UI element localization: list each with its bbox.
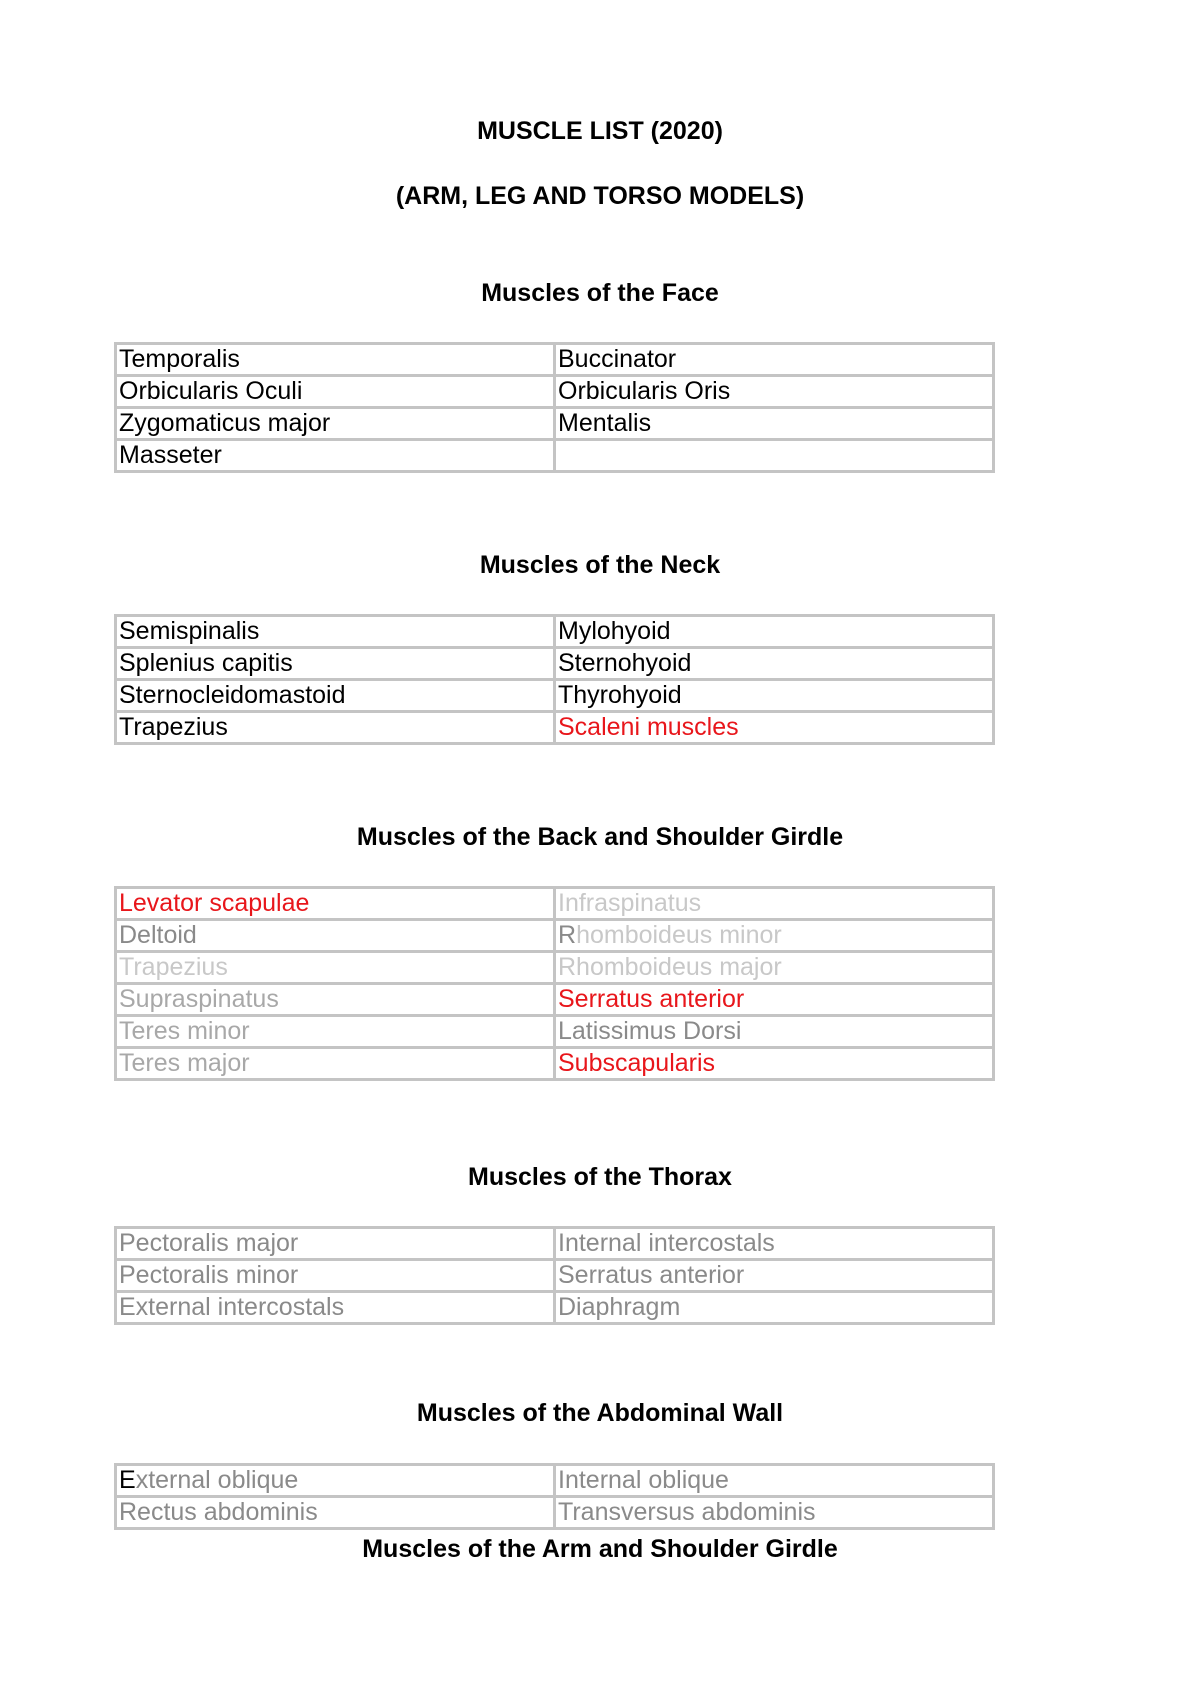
muscle-name: Internal oblique xyxy=(558,1466,729,1494)
muscle-cell xyxy=(555,920,994,952)
muscle-name: Trapezius xyxy=(119,953,228,981)
section-heading-abdominal-wall: Muscles of the Abdominal Wall xyxy=(416,1399,784,1427)
muscle-name: Trapezius xyxy=(119,713,228,741)
table-row xyxy=(116,712,994,744)
muscle-name: Orbicularis Oculi xyxy=(119,377,303,405)
muscle-cell xyxy=(116,344,555,376)
muscle-name: Subscapularis xyxy=(558,1049,716,1077)
table-row xyxy=(116,1260,994,1292)
table-row xyxy=(116,408,994,440)
muscle-name: External intercostals xyxy=(119,1293,345,1321)
muscle-table-abdominal-wall xyxy=(114,1463,995,1530)
muscle-cell xyxy=(555,1497,994,1529)
muscle-name: Serratus anterior xyxy=(558,985,745,1013)
muscle-cell xyxy=(555,952,994,984)
muscle-cell xyxy=(555,1048,994,1080)
muscle-cell xyxy=(555,616,994,648)
muscle-name: Semispinalis xyxy=(119,617,260,645)
muscle-name-initial: E xyxy=(119,1466,136,1494)
table-row xyxy=(116,888,994,920)
muscle-name: Mentalis xyxy=(558,409,652,437)
muscle-name: Buccinator xyxy=(558,345,677,373)
muscle-name: Supraspinatus xyxy=(119,985,279,1013)
muscle-name: Serratus anterior xyxy=(558,1261,745,1289)
muscle-cell xyxy=(116,1465,555,1497)
table-row xyxy=(116,920,994,952)
muscle-cell xyxy=(555,1465,994,1497)
muscle-name: Masseter xyxy=(119,441,222,469)
table-row xyxy=(116,1465,994,1497)
muscle-name-initial: R xyxy=(558,921,577,949)
document-title: MUSCLE LIST (2020) xyxy=(477,117,723,145)
muscle-name: Teres minor xyxy=(119,1017,250,1045)
muscle-cell xyxy=(116,888,555,920)
muscle-cell xyxy=(555,680,994,712)
table-row xyxy=(116,984,994,1016)
section-heading-thorax: Muscles of the Thorax xyxy=(468,1163,732,1191)
muscle-cell xyxy=(116,680,555,712)
muscle-cell xyxy=(116,408,555,440)
muscle-name: Thyrohyoid xyxy=(558,681,682,709)
muscle-name: Splenius capitis xyxy=(119,649,293,677)
muscle-table-thorax xyxy=(114,1226,995,1325)
muscle-cell xyxy=(116,616,555,648)
table-row xyxy=(116,1016,994,1048)
muscle-name: Teres major xyxy=(119,1049,250,1077)
muscle-cell xyxy=(555,440,994,472)
muscle-name: Infraspinatus xyxy=(558,889,702,917)
section-heading-arm-shoulder: Muscles of the Arm and Shoulder Girdle xyxy=(362,1535,838,1563)
muscle-cell xyxy=(555,1016,994,1048)
muscle-cell xyxy=(116,920,555,952)
muscle-cell xyxy=(555,888,994,920)
table-row xyxy=(116,1228,994,1260)
document-subtitle: (ARM, LEG AND TORSO MODELS) xyxy=(395,182,805,210)
section-heading-face: Muscles of the Face xyxy=(481,279,719,307)
muscle-name: Diaphragm xyxy=(558,1293,681,1321)
muscle-name: Latissimus Dorsi xyxy=(558,1017,742,1045)
table-row xyxy=(116,1292,994,1324)
muscle-cell xyxy=(116,376,555,408)
muscle-name: Mylohyoid xyxy=(558,617,671,645)
muscle-cell xyxy=(555,344,994,376)
muscle-cell xyxy=(116,648,555,680)
muscle-cell xyxy=(116,984,555,1016)
muscle-name: Transversus abdominis xyxy=(558,1498,816,1526)
muscle-name: Sternohyoid xyxy=(558,649,692,677)
muscle-table-neck xyxy=(114,614,995,745)
muscle-cell xyxy=(116,1016,555,1048)
muscle-name-rest: xternal oblique xyxy=(135,1466,299,1494)
muscle-name: Temporalis xyxy=(119,345,240,373)
muscle-name: Pectoralis major xyxy=(119,1229,299,1257)
table-row xyxy=(116,440,994,472)
muscle-cell xyxy=(555,1260,994,1292)
muscle-name: Sternocleidomastoid xyxy=(119,681,346,709)
muscle-cell xyxy=(555,1228,994,1260)
muscle-name-rest: homboideus minor xyxy=(576,921,782,949)
muscle-cell xyxy=(116,1228,555,1260)
muscle-cell xyxy=(555,1292,994,1324)
muscle-name: Rectus abdominis xyxy=(119,1498,318,1526)
table-row xyxy=(116,952,994,984)
muscle-cell xyxy=(555,408,994,440)
table-row xyxy=(116,1497,994,1529)
muscle-name: Rhomboideus major xyxy=(558,953,782,981)
muscle-cell xyxy=(116,1260,555,1292)
section-heading-back-shoulder: Muscles of the Back and Shoulder Girdle xyxy=(356,823,844,851)
muscle-name: Deltoid xyxy=(119,921,197,949)
muscle-cell xyxy=(116,1048,555,1080)
muscle-name: Levator scapulae xyxy=(119,889,310,917)
table-row xyxy=(116,1048,994,1080)
muscle-name: Orbicularis Oris xyxy=(558,377,731,405)
table-row xyxy=(116,680,994,712)
muscle-table-back-shoulder xyxy=(114,886,995,1081)
table-row xyxy=(116,616,994,648)
muscle-cell xyxy=(555,984,994,1016)
muscle-cell xyxy=(555,648,994,680)
section-heading-neck: Muscles of the Neck xyxy=(479,551,721,579)
muscle-cell xyxy=(116,952,555,984)
muscle-name: Internal intercostals xyxy=(558,1229,775,1257)
muscle-name: Zygomaticus major xyxy=(119,409,331,437)
muscle-table-face xyxy=(114,342,995,473)
muscle-cell xyxy=(116,1292,555,1324)
table-row xyxy=(116,648,994,680)
table-row xyxy=(116,344,994,376)
muscle-cell xyxy=(555,712,994,744)
muscle-name: Scaleni muscles xyxy=(558,713,739,741)
table-row xyxy=(116,376,994,408)
muscle-cell xyxy=(116,1497,555,1529)
muscle-name: Pectoralis minor xyxy=(119,1261,299,1289)
muscle-cell xyxy=(116,712,555,744)
muscle-cell xyxy=(116,440,555,472)
muscle-cell xyxy=(555,376,994,408)
